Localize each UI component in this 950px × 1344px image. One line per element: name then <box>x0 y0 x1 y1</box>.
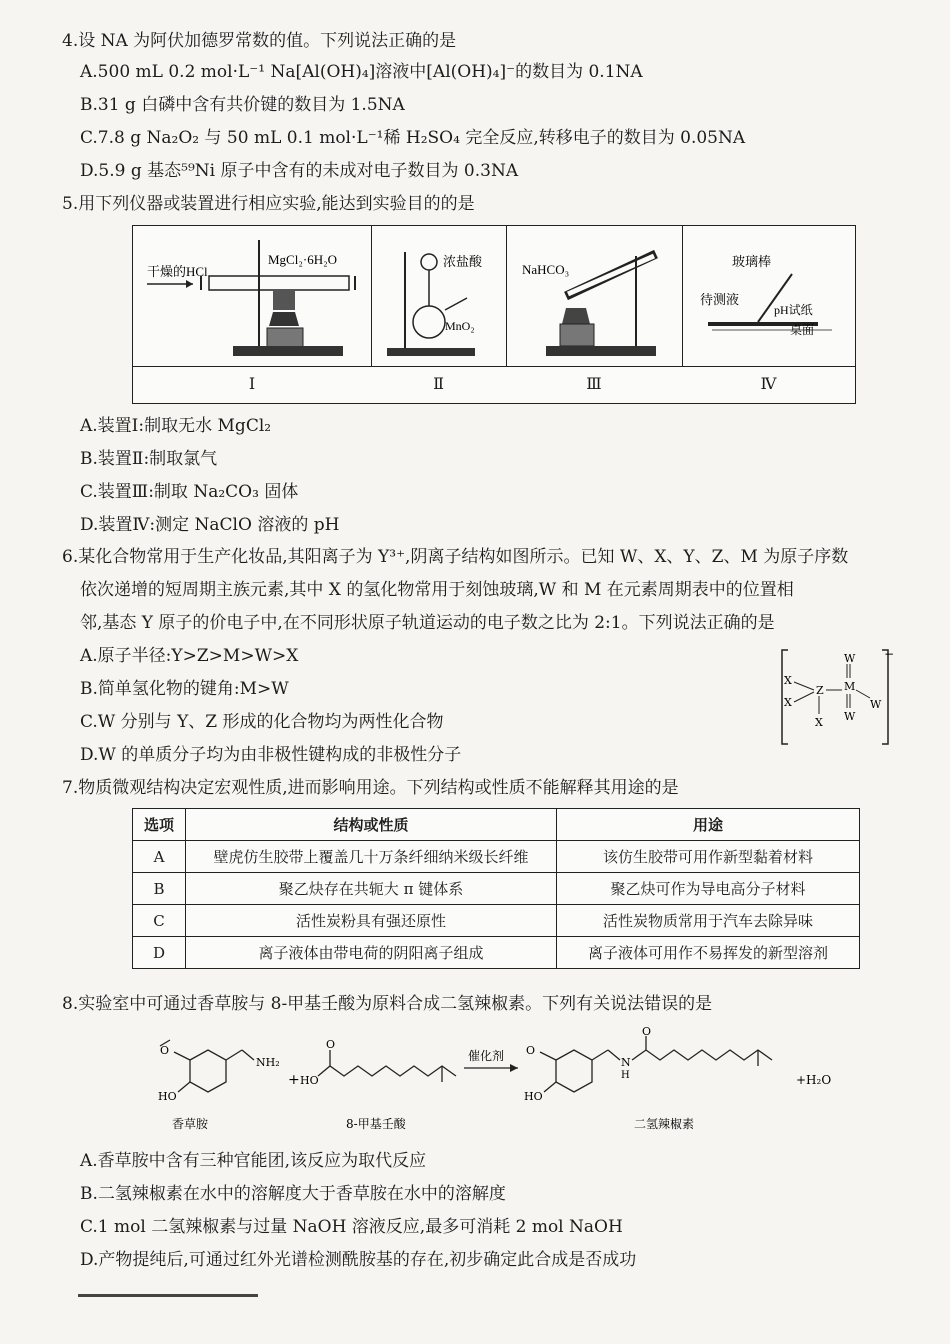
table-row <box>133 937 860 969</box>
q6-stem-line-1: 6.某化合物常用于生产化妆品,其阳离子为 Y³⁺,阴离子结构如图所示。已知 W、X、Y、Z、M 为原子序数 <box>62 547 849 567</box>
apparatus-label-2: Ⅱ <box>433 374 444 393</box>
q8-stem: 8.实验室中可通过香草胺与 8-甲基壬酸为原料合成二氢辣椒素。下列有关说法错误的是 <box>62 994 713 1014</box>
q5-option-d: D.装置Ⅳ:测定 NaClO 溶液的 pH <box>80 515 340 535</box>
table-header-row <box>133 809 860 841</box>
table-cell: D <box>133 937 186 969</box>
q5-option-c: C.装置Ⅲ:制取 Na₂CO₃ 固体 <box>80 482 299 502</box>
apparatus-cell-3 <box>506 226 683 366</box>
apparatus-label-4: Ⅳ <box>760 374 777 393</box>
product-chain <box>632 1050 772 1060</box>
table-cell: 活性炭物质常用于汽车去除异味 <box>557 905 860 937</box>
apparatus-4-drawing <box>682 226 855 366</box>
product-h: H <box>621 1070 630 1081</box>
table-cell: 离子液体可用作不易挥发的新型溶剂 <box>557 937 860 969</box>
product-methoxy-o: O <box>526 1044 536 1057</box>
apparatus-cell-2 <box>371 226 507 366</box>
table-cell: B <box>133 873 186 905</box>
q6-option-a: A.原子半径:Y>Z>M>W>X <box>80 646 299 666</box>
apparatus-figure <box>132 225 856 404</box>
anion-charge: − <box>884 647 895 661</box>
q8-option-d: D.产物提纯后,可通过红外光谱检测酰胺基的存在,初步确定此合成是否成功 <box>80 1250 637 1270</box>
apparatus-2-solid-label: MnO₂ <box>445 319 475 333</box>
atom-m: M <box>844 680 856 693</box>
acid-carbonyl-o: O <box>326 1038 336 1051</box>
table-cell: C <box>133 905 186 937</box>
apparatus-1-drawing <box>133 226 371 366</box>
table-header-option: 选项 <box>133 809 186 841</box>
table-header-structure: 结构或性质 <box>186 809 557 841</box>
table-row <box>133 905 860 937</box>
apparatus-2-drawing <box>371 226 506 366</box>
atom-x-2: X <box>784 696 792 709</box>
atom-z: Z <box>816 684 824 697</box>
product-name: 二氢辣椒素 <box>634 1117 695 1131</box>
q8-option-b: B.二氢辣椒素在水中的溶解度大于香草胺在水中的溶解度 <box>80 1184 506 1204</box>
q7-stem: 7.物质微观结构决定宏观性质,进而影响用途。下列结构或性质不能解释其用途的是 <box>62 778 679 798</box>
vanillylamine-nh2: NH₂ <box>256 1056 280 1069</box>
apparatus-label-row <box>133 366 855 404</box>
table-cell: 聚乙炔可作为导电高分子材料 <box>557 873 860 905</box>
q4-stem: 4.设 NA 为阿伏加德罗常数的值。下列说法正确的是 <box>62 31 457 51</box>
apparatus-3-solid-label: NaHCO₃ <box>522 262 570 277</box>
atom-w-top: W <box>844 652 856 665</box>
q8-option-a: A.香草胺中含有三种官能团,该反应为取代反应 <box>80 1151 427 1171</box>
methoxy-o: O <box>160 1044 170 1057</box>
q6-option-b: B.简单氢化物的键角:M>W <box>80 679 289 699</box>
reaction-plus: + <box>288 1072 300 1088</box>
q7-table <box>132 808 860 969</box>
catalyst-label: 催化剂 <box>468 1049 505 1063</box>
vanillylamine-ho: HO <box>158 1090 177 1103</box>
apparatus-3-drawing <box>506 226 682 366</box>
reaction-scheme <box>150 1026 850 1136</box>
footer-divider <box>78 1294 258 1297</box>
apparatus-4-desk-label: 桌面 <box>790 323 815 337</box>
product-n: N <box>621 1056 631 1069</box>
product-carbonyl-o: O <box>642 1025 652 1038</box>
table-cell: 离子液体由带电荷的阴阳离子组成 <box>186 937 557 969</box>
apparatus-4-paper-label: pH试纸 <box>774 303 813 317</box>
table-header-usage: 用途 <box>557 809 860 841</box>
reactant-1-name: 香草胺 <box>172 1117 209 1131</box>
apparatus-4-liquid-label: 待测液 <box>700 292 740 307</box>
atom-x-1: X <box>784 674 792 687</box>
apparatus-cell-1 <box>133 226 372 366</box>
apparatus-1-reagent-label: MgCl₂·6H₂O <box>268 252 338 267</box>
table-row <box>133 841 860 873</box>
apparatus-1-gas-label: 干燥的HCl <box>147 264 208 279</box>
q5-option-a: A.装置Ⅰ:制取无水 MgCl₂ <box>80 416 272 436</box>
product-ring <box>556 1050 592 1092</box>
apparatus-label-1: Ⅰ <box>248 374 256 393</box>
vanillylamine-ring <box>190 1050 226 1092</box>
apparatus-label-3: Ⅲ <box>586 374 602 393</box>
reactant-2-name: 8-甲基壬酸 <box>346 1117 406 1131</box>
q4-option-b: B.31 g 白磷中含有共价键的数目为 1.5NA <box>80 95 405 115</box>
table-cell: A <box>133 841 186 873</box>
apparatus-4-rod-label: 玻璃棒 <box>732 254 772 269</box>
q5-stem: 5.用下列仪器或装置进行相应实验,能达到实验目的的是 <box>62 194 475 214</box>
q5-option-b: B.装置Ⅱ:制取氯气 <box>80 449 218 469</box>
q6-option-d: D.W 的单质分子均为由非极性键构成的非极性分子 <box>80 745 462 765</box>
q6-stem-line-2: 依次递增的短周期主族元素,其中 X 的氢化物常用于刻蚀玻璃,W 和 M 在元素周期表中的位置相 <box>80 580 794 600</box>
q6-stem-line-3: 邻,基态 Y 原子的价电子中,在不同形状原子轨道运动的电子数之比为 2:1。下列说法正确的是 <box>80 613 775 633</box>
atom-w-bottom: W <box>844 710 856 723</box>
water-label: +H₂O <box>796 1073 832 1087</box>
apparatus-2-acid-label: 浓盐酸 <box>443 254 483 269</box>
table-cell: 聚乙炔存在共轭大 π 键体系 <box>186 873 557 905</box>
q8-option-c: C.1 mol 二氢辣椒素与过量 NaOH 溶液反应,最多可消耗 2 mol NaOH <box>80 1217 623 1237</box>
acid-ho: HO <box>300 1074 319 1087</box>
q4-option-a: A.500 mL 0.2 mol·L⁻¹ Na[Al(OH)₄]溶液中[Al(OH)₄]⁻的数目为 0.1NA <box>80 62 643 82</box>
table-cell: 该仿生胶带可用作新型黏着材料 <box>557 841 860 873</box>
table-cell: 壁虎仿生胶带上覆盖几十万条纤细纳米级长纤维 <box>186 841 557 873</box>
q4-option-c: C.7.8 g Na₂O₂ 与 50 mL 0.1 mol·L⁻¹稀 H₂SO₄ 完全反应,转移电子的数目为 0.05NA <box>80 128 746 148</box>
anion-structure <box>780 646 895 748</box>
table-cell: 活性炭粉具有强还原性 <box>186 905 557 937</box>
table-row <box>133 873 860 905</box>
q4-option-d: D.5.9 g 基态⁵⁹Ni 原子中含有的未成对电子数目为 0.3NA <box>80 161 519 181</box>
acid-chain <box>318 1066 456 1076</box>
product-ho: HO <box>524 1090 543 1103</box>
apparatus-cell-4 <box>682 226 855 366</box>
q6-option-c: C.W 分别与 Y、Z 形成的化合物均为两性化合物 <box>80 712 444 732</box>
atom-w-right: W <box>870 698 882 711</box>
atom-x-3: X <box>815 716 823 729</box>
